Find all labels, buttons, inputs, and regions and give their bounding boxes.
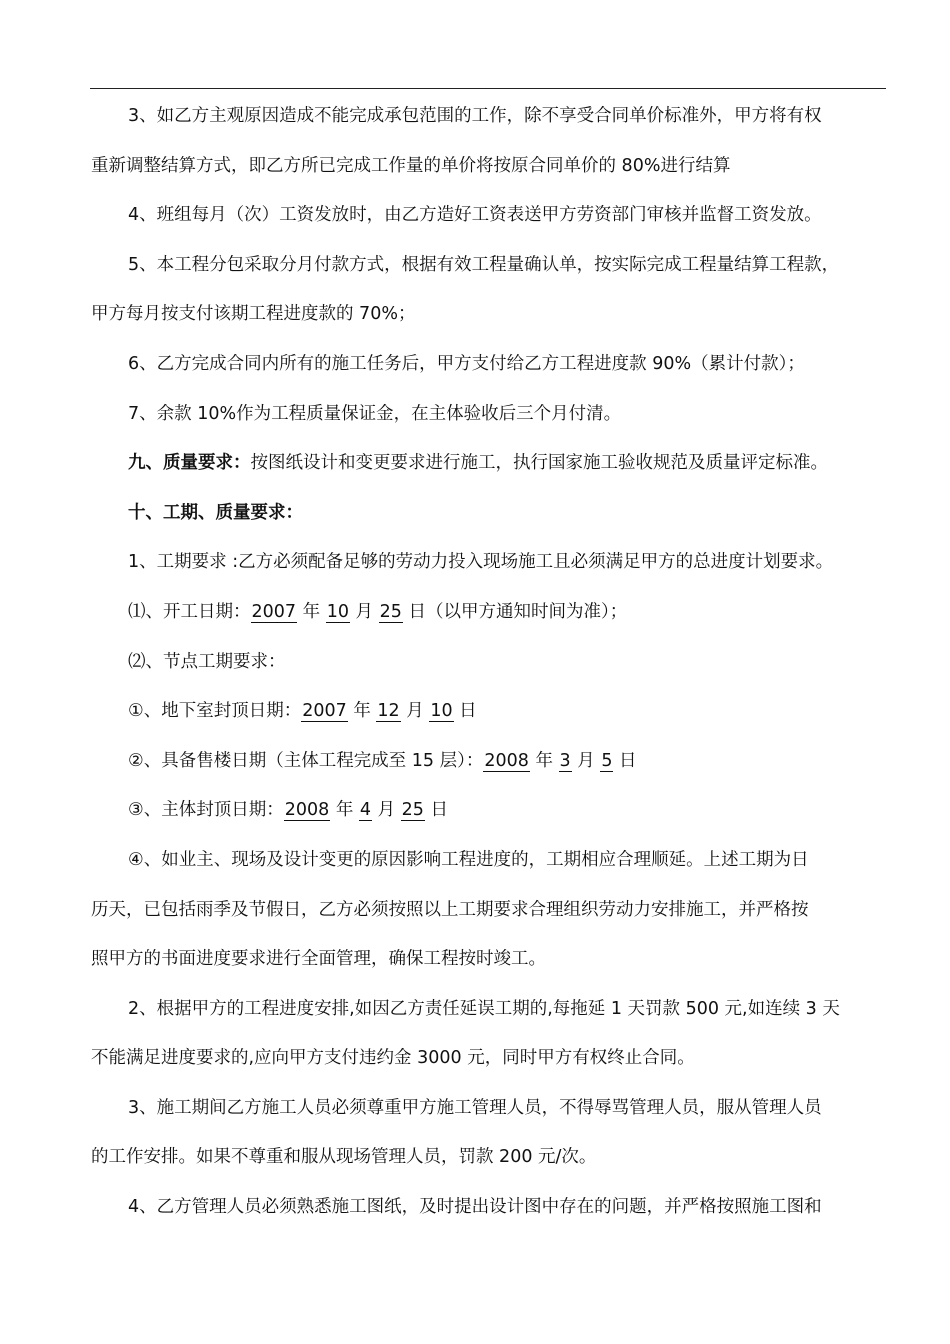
section-quality	[91, 439, 885, 489]
month-field: 12	[377, 701, 400, 722]
year-field: 2008	[484, 750, 529, 771]
header-rule	[90, 88, 886, 89]
month-field: 4	[359, 800, 372, 821]
paragraph-line: 7、余款 10%作为工程质量保证金，在主体验收后三个月付清。	[128, 403, 622, 424]
paragraph-line: 3、施工期间乙方施工人员必须尊重甲方施工管理人员，不得辱骂管理人员，服从管理人员	[128, 1097, 822, 1118]
paragraph-line: 不能满足进度要求的,应向甲方支付违约金 3000 元，同时甲方有权终止合同。	[91, 1048, 695, 1069]
document-body	[91, 92, 885, 1233]
day-field: 25	[379, 601, 402, 622]
date-tail: 日	[424, 800, 449, 821]
paragraph-line: 1、工期要求 :乙方必须配备足够的劳动力投入现场施工且必须满足甲方的总进度计划要求。	[128, 552, 834, 573]
year-field: 2008	[284, 800, 330, 821]
year-field: 2007	[251, 601, 297, 622]
month-suffix: 月	[372, 800, 401, 821]
paragraph-line: 2、根据甲方的工程进度安排,如因乙方责任延误工期的,每拖延 1 天罚款 500 元,如连续 3 天	[128, 998, 840, 1019]
month-field: 10	[326, 601, 349, 622]
paragraph-line: 甲方每月按支付该期工程进度款的 70%；	[91, 304, 416, 325]
month-suffix: 月	[349, 601, 379, 622]
date-tail: 日（以甲方通知时间为准）；	[402, 601, 628, 622]
paragraph-line: ④、如业主、现场及设计变更的原因影响工程进度的，工期相应合理顺延。上述工期为日	[128, 849, 809, 870]
start-date-line	[91, 588, 885, 638]
day-field: 25	[401, 800, 424, 821]
basement-date-line	[91, 687, 885, 737]
paragraph-line: 5、本工程分包采取分月付款方式，根据有效工程量确认单，按实际完成工程量结算工程款，	[128, 254, 840, 275]
month-field: 3	[559, 750, 571, 771]
date-label: ⑴、开工日期：	[128, 601, 251, 622]
paragraph-line: 照甲方的书面进度要求进行全面管理，确保工程按时竣工。	[91, 949, 546, 970]
section-heading: 九、质量要求：	[128, 453, 251, 474]
year-suffix: 年	[347, 701, 377, 722]
paragraph-line: 6、乙方完成合同内所有的施工任务后，甲方支付给乙方工程进度款 90%（累计付款）；	[128, 353, 805, 374]
day-field: 5	[601, 750, 613, 771]
topping-date-line	[91, 786, 885, 836]
date-label: ①、地下室封顶日期：	[128, 701, 302, 722]
year-suffix: 年	[529, 750, 559, 771]
year-field: 2007	[302, 701, 347, 722]
paragraph-line: 4、乙方管理人员必须熟悉施工图纸，及时提出设计图中存在的问题，并严格按照施工图和	[128, 1197, 822, 1218]
date-tail: 日	[613, 750, 637, 771]
paragraph-line: 3、如乙方主观原因造成不能完成承包范围的工作，除不享受合同单价标准外，甲方将有权	[128, 106, 822, 126]
paragraph-line: 重新调整结算方式，即乙方所已完成工作量的单价将按原合同单价的 80%进行结算	[91, 155, 731, 176]
date-label: ③、主体封顶日期：	[128, 800, 284, 821]
paragraph-line: 4、班组每月（次）工资发放时，由乙方造好工资表送甲方劳资部门审核并监督工资发放。	[128, 205, 822, 226]
date-label: ②、具备售楼日期（主体工程完成至 15 层）：	[128, 750, 484, 771]
day-field: 10	[430, 701, 453, 722]
year-suffix: 年	[297, 601, 326, 622]
month-suffix: 月	[400, 701, 430, 722]
month-suffix: 月	[571, 750, 601, 771]
paragraph-line: ⑵、节点工期要求：	[128, 651, 286, 672]
sales-date-line	[91, 737, 885, 787]
paragraph-line: 历天，已包括雨季及节假日，乙方必须按照以上工期要求合理组织劳动力安排施工，并严格按	[91, 899, 809, 920]
date-tail: 日	[453, 701, 477, 722]
paragraph-line: 的工作安排。如果不尊重和服从现场管理人员，罚款 200 元/次。	[91, 1147, 597, 1168]
year-suffix: 年	[330, 800, 359, 821]
section-text: 按图纸设计和变更要求进行施工，执行国家施工验收规范及质量评定标准。	[250, 453, 828, 474]
section-heading: 十、工期、质量要求：	[128, 502, 303, 523]
